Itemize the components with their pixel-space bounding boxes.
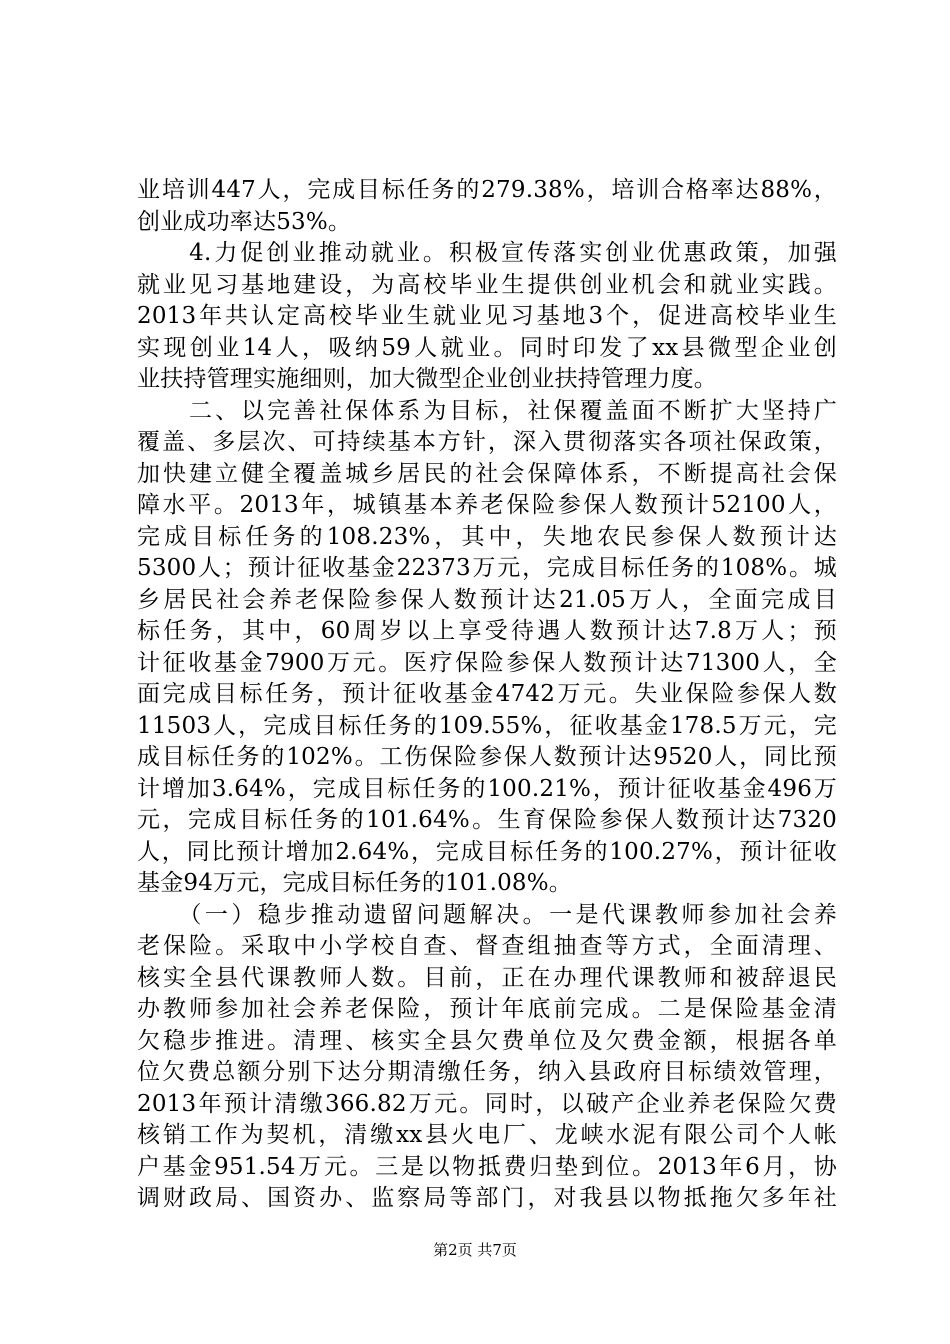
text-line: 元，完成目标任务的101.64%。生育保险参保人数预计达7320: [137, 807, 837, 833]
text-line: 欠稳步推进。清理、核实全县欠费单位及欠费金额，根据各单: [137, 1027, 837, 1054]
text-line: 2013年共认定高校毕业生就业见习基地3个，促进高校毕业生: [137, 303, 837, 329]
text-line: 4.力促创业推动就业。积极宣传落实创业优惠政策，加强: [137, 240, 837, 266]
text-line: 实现创业14人，吸纳59人就业。同时印发了xx县微型企业创: [137, 334, 837, 361]
text-line: 人，同比预计增加2.64%，完成目标任务的100.27%，预计征收: [137, 838, 837, 865]
text-line: 户基金951.54万元。三是以物抵费归垫到位。2013年6月，协: [137, 1153, 837, 1180]
text-line: 核销工作为契机，清缴xx县火电厂、龙峡水泥有限公司个人帐: [137, 1122, 837, 1148]
text-line: （一）稳步推动遗留问题解决。一是代课教师参加社会养: [137, 901, 837, 928]
text-line: 老保险。采取中小学校自查、督查组抽查等方式，全面清理、: [137, 933, 837, 959]
text-line: 5300人；预计征收基金22373万元，完成目标任务的108%。城: [137, 555, 837, 581]
text-line: 面完成目标任务，预计征收基金4742万元。失业保险参保人数: [137, 681, 837, 707]
text-line: 二、以完善社保体系为目标，社保覆盖面不断扩大坚持广: [137, 397, 837, 424]
text-line: 成目标任务的102%。工伤保险参保人数预计达9520人，同比预: [137, 744, 837, 770]
text-line: 基金94万元，完成目标任务的101.08%。: [137, 870, 572, 896]
text-line: 11503人，完成目标任务的109.55%，征收基金178.5万元，完: [137, 712, 837, 739]
text-line: 2013年预计清缴366.82万元。同时，以破产企业养老保险欠费: [137, 1090, 837, 1117]
text-line: 就业见习基地建设，为高校毕业生提供创业机会和就业实践。: [137, 271, 837, 298]
body-text: [137, 175, 837, 1215]
text-line: 办教师参加社会养老保险，预计年底前完成。二是保险基金清: [137, 996, 837, 1022]
text-line: 创业成功率达53%。: [137, 208, 352, 235]
text-line: 业培训447人，完成目标任务的279.38%，培训合格率达88%，: [137, 177, 837, 203]
text-line: 障水平。2013年，城镇基本养老保险参保人数预计52100人，: [137, 492, 837, 518]
text-line: 完成目标任务的108.23%，其中，失地农民参保人数预计达: [137, 523, 837, 550]
text-line: 标任务，其中，60周岁以上享受待遇人数预计达7.8万人；预: [137, 618, 837, 644]
text-line: 计增加3.64%，完成目标任务的100.21%，预计征收基金496万: [137, 775, 837, 802]
text-line: 乡居民社会养老保险参保人数预计达21.05万人，全面完成目: [137, 586, 837, 613]
text-line: 覆盖、多层次、可持续基本方针，深入贯彻落实各项社保政策，: [137, 429, 837, 455]
page-footer: 第2页 共7页: [433, 1241, 517, 1259]
text-line: 调财政局、国资办、监察局等部门，对我县以物抵拖欠多年社: [137, 1185, 837, 1211]
text-line: 加快建立健全覆盖城乡居民的社会保障体系，不断提高社会保: [137, 460, 837, 487]
text-line: 业扶持管理实施细则，加大微型企业创业扶持管理力度。: [137, 366, 717, 392]
text-line: 位欠费总额分别下达分期清缴任务，纳入县政府目标绩效管理，: [137, 1059, 837, 1085]
text-line: 计征收基金7900万元。医疗保险参保人数预计达71300人，全: [137, 649, 837, 676]
text-line: 核实全县代课教师人数。目前，正在办理代课教师和被辞退民: [137, 964, 837, 991]
